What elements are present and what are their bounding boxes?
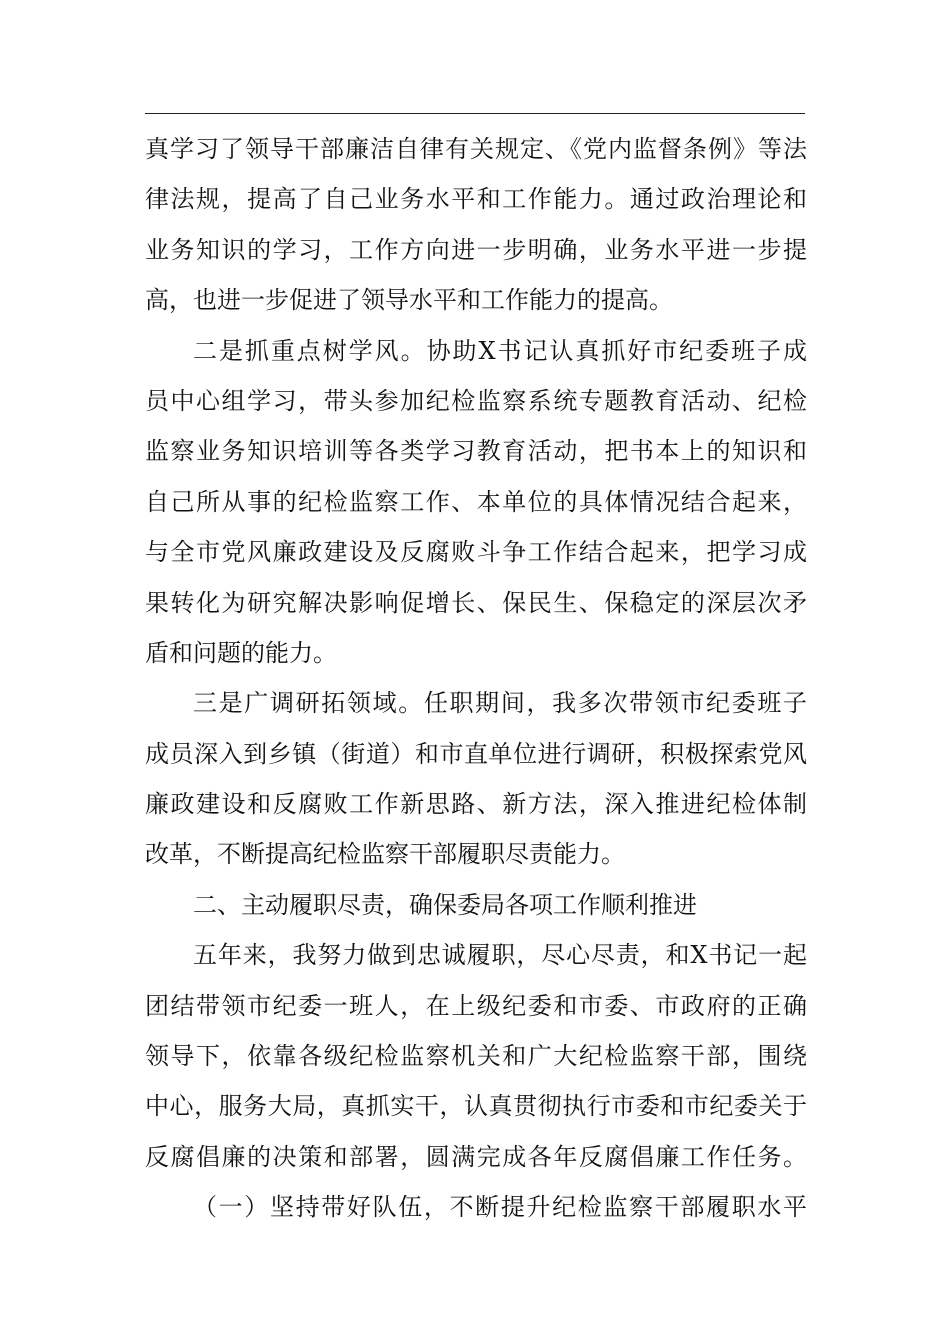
text-line: 盾和问题的能力。 [145,638,337,667]
text-line: 自己所从事的纪检监察工作、本单位的具体情况结合起来， [145,487,807,516]
text-line: 监察业务知识培训等各类学习教育活动，把书本上的知识和 [145,437,807,466]
text-line: 二是抓重点树学风。协助X书记认真抓好市纪委班子成 [193,336,807,365]
text-line: 五年来，我努力做到忠诚履职，尽心尽责，和X书记一起 [193,941,807,970]
text-line: 与全市党风廉政建设及反腐败斗争工作结合起来，把学习成 [145,538,807,567]
text-line: 二、主动履职尽责，确保委局各项工作顺利推进 [193,890,697,919]
text-line: 反腐倡廉的决策和部署，圆满完成各年反腐倡廉工作任务。 [145,1142,807,1171]
text-line: 团结带领市纪委一班人，在上级纪委和市委、市政府的正确 [145,991,807,1020]
text-line: 员中心组学习，带头参加纪检监察系统专题教育活动、纪检 [145,386,807,415]
text-line: 中心，服务大局，真抓实干，认真贯彻执行市委和市纪委关于 [145,1092,807,1121]
text-line: 律法规，提高了自己业务水平和工作能力。通过政治理论和 [145,185,807,214]
text-line: （一）坚持带好队伍，不断提升纪检监察干部履职水平 [193,1193,807,1222]
header-rule [145,113,805,114]
text-line: 高，也进一步促进了领导水平和工作能力的提高。 [145,286,673,315]
text-line: 成员深入到乡镇（街道）和市直单位进行调研，积极探索党风 [145,739,807,768]
text-line: 真学习了领导干部廉洁自律有关规定、《党内监督条例》等法 [145,135,807,163]
text-line: 领导下，依靠各级纪检监察机关和广大纪检监察干部，围绕 [145,1042,807,1071]
text-line: 廉政建设和反腐败工作新思路、新方法，深入推进纪检体制 [145,790,807,819]
text-line: 三是广调研拓领域。任职期间，我多次带领市纪委班子 [193,689,807,718]
text-line: 改革，不断提高纪检监察干部履职尽责能力。 [145,840,625,869]
document-body [145,124,807,1233]
text-line: 果转化为研究解决影响促增长、保民生、保稳定的深层次矛 [145,588,807,617]
text-line: 业务知识的学习，工作方向进一步明确，业务水平进一步提 [145,235,807,264]
